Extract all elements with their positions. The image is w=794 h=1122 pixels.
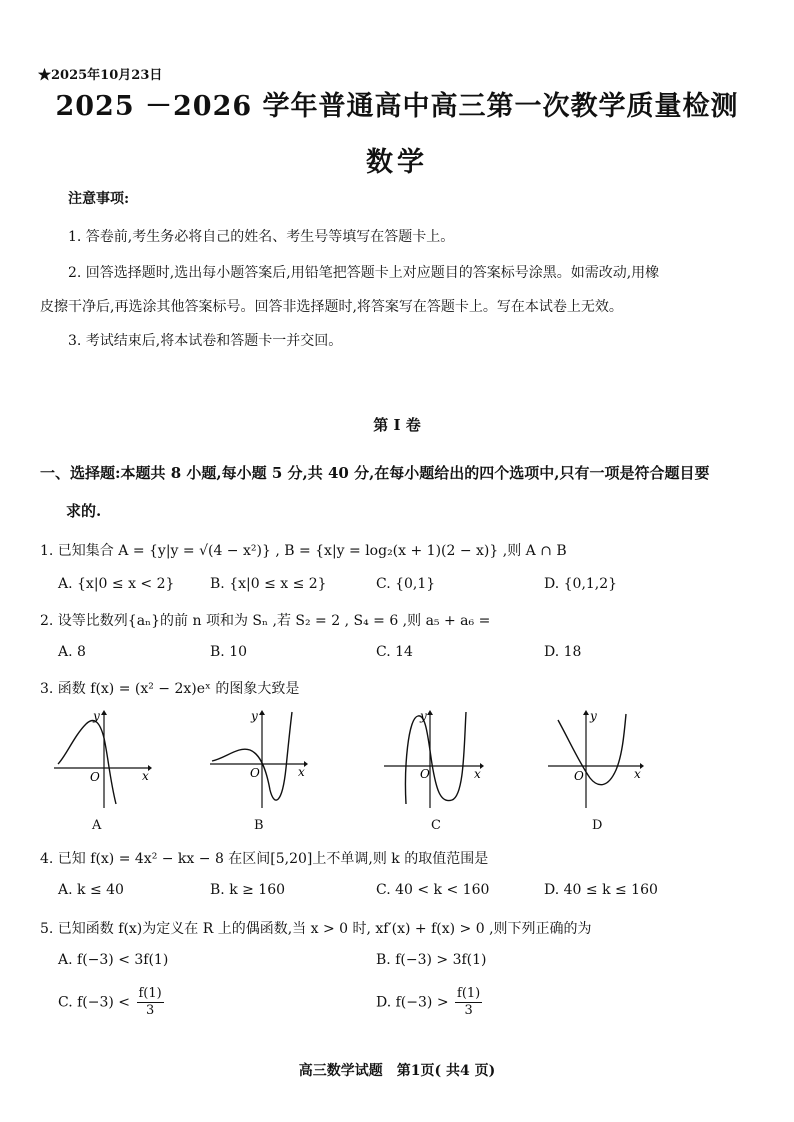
- q4-option-b: B. k ≥ 160: [210, 882, 286, 898]
- x-label: x: [474, 767, 481, 781]
- q5-option-c-fraction: [137, 986, 164, 1019]
- q3-label-b: B: [254, 818, 264, 833]
- notice-item-2-line1: 2. 回答选择题时,选出每小题答案后,用铅笔把答题卡上对应题目的答案标号涂黑。如需改动,用橡: [68, 265, 660, 281]
- fraction-numerator: f(1): [457, 986, 481, 1001]
- notice-item-2-line2: 皮擦干净后,再选涂其他答案标号。回答非选择题时,将答案写在答题卡上。写在本试卷上无效。: [40, 299, 623, 315]
- q3-stem: 3. 函数 f(x) = (x² − 2x)eˣ 的图象大致是: [40, 681, 300, 697]
- q3-graph-b: [208, 708, 308, 812]
- y-axis-arrow: [101, 710, 107, 715]
- q5-option-c: [58, 986, 166, 1019]
- q2-option-a: A. 8: [58, 644, 86, 660]
- notice-heading: 注意事项:: [68, 191, 130, 207]
- q3-label-c: C: [431, 818, 441, 833]
- q4-stem: 4. 已知 f(x) = 4x² − kx − 8 在区间[5,20]上不单调,则 k 的取值范围是: [40, 851, 489, 867]
- curve: [58, 720, 116, 804]
- q5-option-c-prefix: C. f(−3) <: [58, 994, 131, 1011]
- q3-graph-a: [52, 708, 152, 812]
- exam-date: ★2025年10月23日: [38, 68, 163, 83]
- q5-option-d-fraction: [455, 986, 482, 1019]
- x-label: x: [298, 765, 305, 779]
- q5-stem: 5. 已知函数 f(x)为定义在 R 上的偶函数,当 x > 0 时, xf′(x) + f(x) > 0 ,则下列正确的为: [40, 921, 592, 937]
- notice-item-1: 1. 答卷前,考生务必将自己的姓名、考生号等填写在答题卡上。: [68, 229, 455, 245]
- q3-label-a: A: [92, 818, 102, 833]
- q4-option-a: A. k ≤ 40: [58, 882, 124, 898]
- q1-option-d: D. {0,1,2}: [544, 576, 618, 592]
- q2-option-b: B. 10: [210, 644, 248, 660]
- q5-option-d-prefix: D. f(−3) >: [376, 994, 449, 1011]
- q2-option-d: D. 18: [544, 644, 582, 660]
- x-label: x: [142, 769, 149, 783]
- q1-stem: 1. 已知集合 A = {y|y = √(4 − x²)} , B = {x|y = log₂(x + 1)(2 − x)} ,则 A ∩ B: [40, 543, 567, 559]
- y-label: y: [590, 709, 597, 723]
- q3-graph-c: [382, 708, 486, 812]
- y-label: y: [251, 709, 258, 723]
- q5-option-d: [376, 986, 484, 1019]
- curve: [558, 714, 626, 785]
- origin-label: O: [90, 770, 100, 784]
- q3-label-d: D: [592, 818, 603, 833]
- y-label: y: [420, 709, 427, 723]
- q5-option-b: B. f(−3) > 3f(1): [376, 952, 487, 968]
- curve: [406, 712, 467, 804]
- page-footer: 高三数学试题 第1页( 共4 页): [298, 1063, 496, 1079]
- origin-label: O: [420, 767, 430, 781]
- section-title: 第 I 卷: [373, 416, 421, 434]
- q2-stem: 2. 设等比数列{aₙ}的前 n 项和为 Sₙ ,若 S₂ = 2 , S₄ = 6 ,则 a₅ + a₆ =: [40, 613, 491, 629]
- x-label: x: [634, 767, 641, 781]
- fraction-denominator: 3: [145, 1003, 155, 1018]
- q5-option-a: A. f(−3) < 3f(1): [58, 952, 169, 968]
- y-label: y: [93, 709, 100, 723]
- q1-option-c: C. {0,1}: [376, 576, 436, 592]
- y-axis-arrow: [583, 710, 589, 715]
- q4-option-d: D. 40 ≤ k ≤ 160: [544, 882, 658, 898]
- q1-option-a: A. {x|0 ≤ x < 2}: [58, 576, 175, 592]
- q1-option-b: B. {x|0 ≤ x ≤ 2}: [210, 576, 327, 592]
- y-axis-arrow: [427, 710, 433, 715]
- curve: [212, 712, 292, 800]
- y-axis-arrow: [259, 710, 265, 715]
- fraction-numerator: f(1): [138, 986, 162, 1001]
- fraction-denominator: 3: [464, 1003, 473, 1018]
- origin-label: O: [250, 766, 260, 780]
- notice-item-3: 3. 考试结束后,将本试卷和答题卡一并交回。: [68, 333, 343, 349]
- q3-graph-d: [546, 708, 646, 812]
- exam-title: 2025 －2026 学年普通高中高三第一次教学质量检测: [55, 91, 739, 122]
- part1-heading-line2: 求的.: [66, 502, 102, 520]
- q2-option-c: C. 14: [376, 644, 413, 660]
- origin-label: O: [574, 769, 584, 783]
- part1-heading-line1: 一、选择题:本题共 8 小题,每小题 5 分,共 40 分,在每小题给出的四个选项中,只有一项是符合题目要: [40, 464, 710, 482]
- q4-option-c: C. 40 < k < 160: [376, 882, 490, 898]
- exam-subject: 数学: [366, 147, 428, 178]
